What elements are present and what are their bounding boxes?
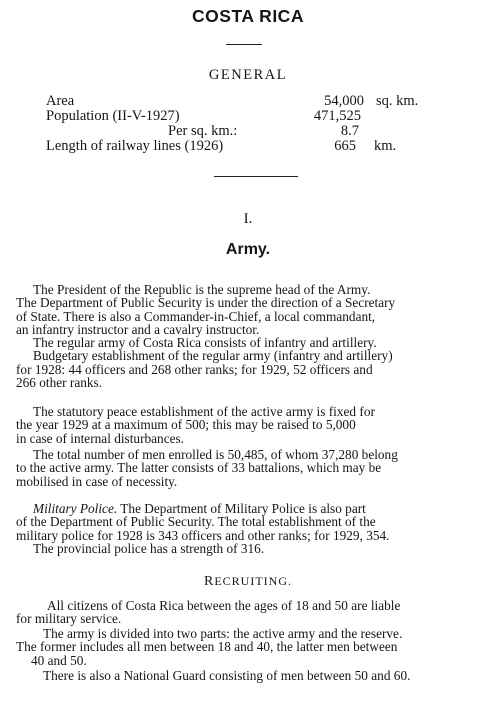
text-line: an infantry instructor and a cavalry instructor. [16,321,260,337]
text-line: The provincial police has a strength of 316. [33,540,265,556]
text-line: for military service. [16,611,122,627]
stat-value: 471,525 [313,108,361,124]
text-line: All citizens of Costa Rica between the ages of 18 and 50 are liable [47,598,401,613]
recruiting-text-liable [16,599,486,626]
stat-value: 54,000 [324,93,364,109]
text-line: of the Department of Public Security. The total establishment of the [16,514,376,530]
text-line: to the active army. The latter consists of 33 battalions, which may be [16,460,382,476]
text-line: military police for 1928 is 343 officers and other ranks; for 1929, 354. [16,527,390,543]
text-line: The total number of men enrolled is 50,485, of whom 37,280 belong [33,447,398,462]
military-police-text [16,502,486,555]
military-police-heading: Military Police. [33,501,118,516]
text-line: The former includes all men between 18 and 40, the latter men between [16,639,398,655]
stat-label: Per sq. km.: [168,123,238,139]
stat-label: Population (II-V-1927) [46,108,180,124]
stat-unit: km. [374,138,397,154]
recruiting-title-initial: R [203,574,215,589]
army-text-enrolled [16,448,486,488]
text-line: 40 and 50. [31,652,87,668]
recruiting-text-guard [16,669,486,682]
section-title: GENERAL [208,67,288,83]
text-line: The President of the Republic is the supreme head of the Army. [33,282,371,297]
text-line: of State. There is also a Commander-in-Chief, a local commandant, [16,308,376,324]
stat-label: Area [46,93,75,109]
text-line: the year 1929 at a maximum of 500; this may be raised to 5,000 [16,417,356,433]
stat-value: 8.7 [340,123,359,139]
text-line: for 1928: 44 officers and 268 other ranks; for 1929, 52 officers and [16,361,373,377]
recruiting-title-rest: ECRUITING. [214,574,292,588]
text-line: mobilised in case of necessity. [16,473,178,489]
text-line-rest: The Department of Military Police is also part [120,501,366,516]
section-divider [214,176,298,177]
chapter-number: I. [243,211,253,227]
army-text-peace [16,405,486,445]
army-text [16,283,486,389]
text-line: The army is divided into two parts: the active army and the reserve. [43,626,403,641]
text-line: The statutory peace establishment of the active army is fixed for [33,404,375,419]
stat-label: Length of railway lines (1926) [46,138,224,154]
recruiting-text-divided [16,627,486,667]
stat-unit: sq. km. [376,93,419,109]
text-line: The regular army of Costa Rica consists of infantry and artillery. [33,335,377,351]
text-line [16,502,486,515]
country-title: COSTA RICA [192,6,304,26]
text-line: Budgetary establishment of the regular army (infantry and artillery) [33,348,393,364]
stat-value: 665 [334,138,356,154]
text-line: The Department of Public Security is under the direction of a Secretary [16,295,396,311]
chapter-title: Army. [225,241,271,258]
text-line: in case of internal disturbances. [16,430,184,446]
text-line: 266 other ranks. [16,375,103,391]
title-rule [226,44,262,45]
recruiting-title [0,574,496,590]
text-line: There is also a National Guard consisting of men between 50 and 60. [43,668,411,683]
